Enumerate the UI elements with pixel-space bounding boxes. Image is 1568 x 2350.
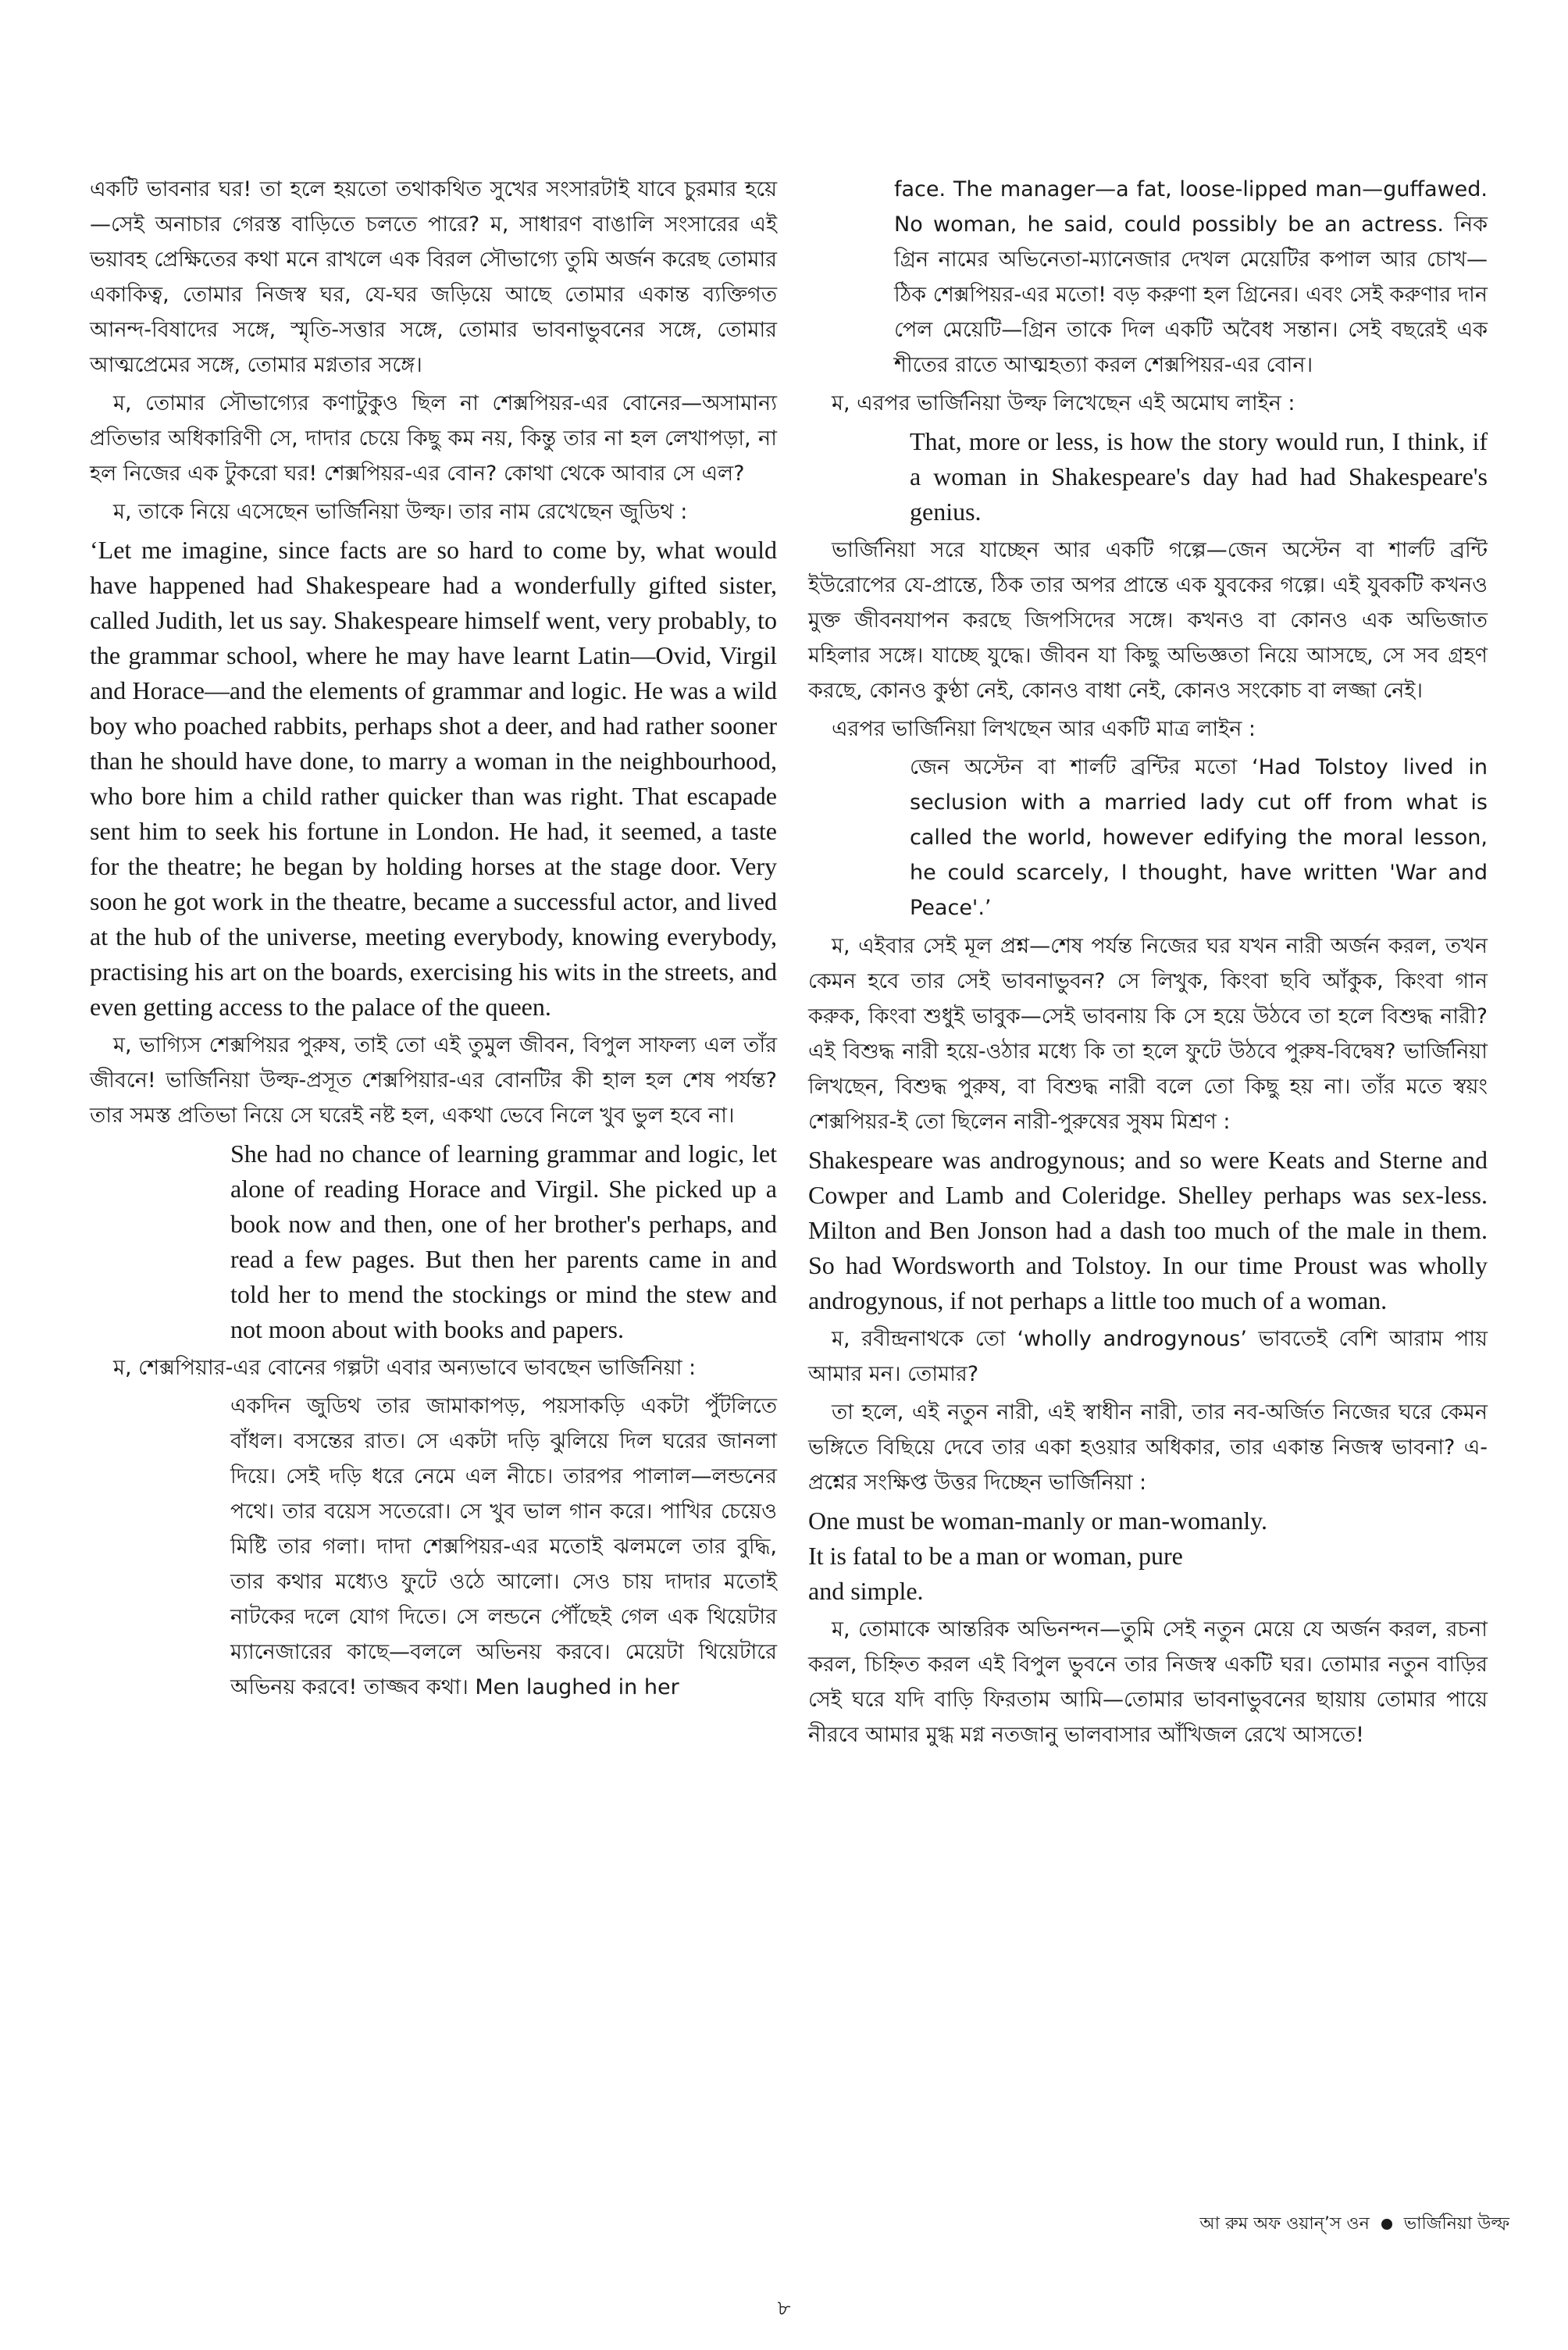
paragraph: ম, এইবার সেই মূল প্রশ্ন—শেষ পর্যন্ত নিজের ঘর যখন নারী অর্জন করল, তখন কেমন হবে তার সেই ভাবনাভুবন? সে লিখুক, কিংবা ছবি আঁকুক, কিংবা গান করুক, কিংবা শুধুই ভাবুক—সেই ভাবনায় কি সে হয়ে উঠবে তা হলে বিশুদ্ধ নারী? এই বিশুদ্ধ নারী হয়ে-ওঠার মধ্যে কি তা হলে ফুটে উঠবে পুরুষ-বিদ্বেষ? ভার্জিনিয়া লিখছেন, বিশুদ্ধ পুরুষ, বা বিশুদ্ধ নারী বলে তো কিছু হয় না। তাঁর মতে স্বয়ং শেক্সপিয়র-ই তো ছিলেন নারী-পুরুষের সুষম মিশ্রণ :	[808, 934, 1488, 1134]
paragraph: ম, তাকে নিয়ে এসেছেন ভার্জিনিয়া উল্ফ। তার নাম রেখেছেন জুডিথ :	[113, 500, 688, 524]
right-column	[808, 172, 1488, 1756]
quotation-block: একদিন জুডিথ তার জামাকাপড়, পয়সাকড়ি একটা পুঁটলিতে বাঁধল। বসন্তের রাত। সে একটা দড়ি ঝুলিয়ে দিল ঘরের জানলা দিয়ে। সেই দড়ি ধরে নেমে এল নীচে। তারপর পালাল—লন্ডনের পথে। তার বয়েস সতেরো। সে খুব ভাল গান করে। পাখির চেয়েও মিষ্টি তার গলা। দাদা শেক্সপিয়র-এর মতোই ঝলমলে তার বুদ্ধি, তার কথার মধ্যেও ফুটে ওঠে আলো। সেও চায় দাদার মতোই নাটকের দলে যোগ দিতে। সে লন্ডনে পৌঁছেই গেল এক থিয়েটার ম্যানেজারের কাছে—বললে অভিনয় করবে। মেয়েটা থিয়েটারে অভিনয় করবে! তাজ্জব কথা। Men laughed in her	[230, 1394, 777, 1699]
quotation-block: জেন অস্টেন বা শার্লট ব্রন্টির মতো ‘Had Tolstoy lived in seclusion with a married lady cut off from what is called the world, however edifying the moral lesson, he could scarcely, I thought, have written 'War and Peace'.’	[910, 755, 1488, 920]
paragraph: ম, এরপর ভার্জিনিয়া উল্ফ লিখেছেন এই অমোঘ লাইন :	[832, 391, 1295, 415]
running-footer	[1199, 2210, 1509, 2239]
quotation-block: That, more or less, is how the story would run, I think, if a woman in Shakespeare's day had had Shakespeare's genius.	[910, 427, 1488, 526]
paragraph: ম, তোমার সৌভাগ্যের কণাটুকুও ছিল না শেক্সপিয়র-এর বোনের—অসামান্য প্রতিভার অধিকারিণী সে, দাদার চেয়ে কিছু কম নয়, কিন্তু তার না হল লেখাপড়া, না হল নিজের এক টুকরো ঘর! শেক্সপিয়র-এর বোন? কোথা থেকে আবার সে এল?	[90, 391, 777, 486]
paragraph: তা হলে, এই নতুন নারী, এই স্বাধীন নারী, তার নব-অর্জিত নিজের ঘরে কেমন ভঙ্গিতে বিছিয়ে দেবে তার একা হওয়ার অধিকার, তার একান্ত নিজস্ব ভাবনা? এ-প্রশ্নের সংক্ষিপ্ত উত্তর দিচ্ছেন ভার্জিনিয়া :	[808, 1400, 1488, 1495]
quotation-line: One must be woman-manly or man-womanly.	[808, 1507, 1268, 1535]
page-number: ৮	[777, 2297, 791, 2320]
quotation-block: Shakespeare was androgynous; and so were Keats and Sterne and Cowper and Lamb and Coleridge. Shelley perhaps was sex-less. Milton and Ben Jonson had a dash too much of the male in them. So had Wordsworth and Tolstoy. In our time Proust was wholly androgynous, if not perhaps a little too much of a woman.	[808, 1146, 1488, 1314]
paragraph: ভার্জিনিয়া সরে যাচ্ছেন আর একটি গল্পে—জেন অস্টেন বা শার্লট ব্রন্টি ইউরোপের যে-প্রান্তে, ঠিক তার অপর প্রান্তে এক যুবকের গল্পে। এই যুবকটি কখনও মুক্ত জীবনযাপন করছে জিপসিদের সঙ্গে। কখনও বা কোনও এক অভিজাত মহিলার সঙ্গে। যাচ্ছে যুদ্ধে। জীবন যা কিছু অভিজ্ঞতা নিয়ে আসছে, সে সব গ্রহণ করছে, কোনও কুণ্ঠা নেই, কোনও বাধা নেই, কোনও সংকোচ বা লজ্জা নেই।	[808, 538, 1488, 703]
quotation-block: ‘Let me imagine, since facts are so hard to come by, what would have happened had Shakespeare had a wonderfully gifted sister, called Judith, let us say. Shakespeare himself went, very probably, to the grammar school, where he may have learnt Latin—Ovid, Virgil and Horace—and the elements of grammar and logic. He was a wild boy who poached rabbits, perhaps shot a deer, and had rather sooner than he should have done, to marry a woman in the neighbourhood, who bore him a child rather quicker than was right. That escapade sent him to seek his fortune in London. He had, it seemed, a taste for the theatre; he began by holding horses at the stage door. Very soon he got work in the theatre, became a successful actor, and lived at the hub of the universe, meeting everybody, knowing everybody, practising his art on the boards, exercising his wits in the streets, and even getting access to the palace of the queen.	[90, 536, 777, 1021]
author-name: ভার্জিনিয়া উল্ফ	[1403, 2214, 1509, 2234]
paragraph: ম, ভাগ্যিস শেক্সপিয়র পুরুষ, তাই তো এই তুমুল জীবন, বিপুল সাফল্য এল তাঁর জীবনে! ভার্জিনিয়া উল্ফ-প্রসূত শেক্সপিয়ার-এর বোনটির কী হাল হল শেষ পর্যন্ত? তার সমস্ত প্রতিভা নিয়ে সে ঘরেই নষ্ট হল, একথা ভেবে নিলে খুব ভুল হবে না।	[90, 1033, 777, 1128]
paragraph: ম, শেক্সপিয়ার-এর বোনের গল্পটা এবার অন্যভাবে ভাবছেন ভার্জিনিয়া :	[113, 1356, 697, 1380]
left-column	[90, 172, 777, 1708]
quotation-block: face. The manager—a fat, loose-lipped man—guffawed. No woman, he said, could possibly be an actress. নিক গ্রিন নামের অভিনেতা-ম্যানেজার দেখল মেয়েটির কপাল আর চোখ—ঠিক শেক্সপিয়র-এর মতো! বড় করুণা হল গ্রিনের। এবং সেই করুণার দান পেল মেয়েটি—গ্রিন তাকে দিল একটি অবৈধ সন্তান। সেই বছরেই এক শীতের রাতে আত্মহত্যা করল শেক্সপিয়র-এর বোন।	[894, 177, 1488, 377]
paragraph: একটি ভাবনার ঘর! তা হলে হয়তো তথাকথিত সুখের সংসারটাই যাবে চুরমার হয়ে—সেই অনাচার গেরস্ত বাড়িতে চলতে পারে? ম, সাধারণ বাঙালি সংসারের এই ভয়াবহ প্রেক্ষিতের কথা মনে রাখলে এক বিরল সৌভাগ্যে তুমি অর্জন করেছ তোমার একাকিত্ব, তোমার নিজস্ব ঘর, যে-ঘর জড়িয়ে আছে তোমার একান্ত ব্যক্তিগত আনন্দ-বিষাদের সঙ্গে, স্মৃতি-সত্তার সঙ্গে, তোমার ভাবনাভুবনের সঙ্গে, তোমার আত্মপ্রেমের সঙ্গে, তোমার মগ্নতার সঙ্গে।	[90, 177, 777, 377]
paragraph: ম, রবীন্দ্রনাথকে তো ‘wholly androgynous’ ভাবতেই বেশি আরাম পায় আমার মন। তোমার?	[808, 1327, 1488, 1386]
quotation-line: and simple.	[808, 1577, 924, 1605]
book-title: আ রুম অফ ওয়ান্‌’স ওন	[1199, 2214, 1370, 2234]
bullet-icon	[1381, 2219, 1392, 2230]
quotation-block: She had no chance of learning grammar and logic, let alone of reading Horace and Virgil. She picked up a book now and then, one of her brother's perhaps, and read a few pages. But then her parents came in and told her to mend the stockings or mind the stew and not moon about with books and papers.	[230, 1139, 777, 1343]
quotation-line: It is fatal to be a man or woman, pure	[808, 1542, 1183, 1570]
paragraph: এরপর ভার্জিনিয়া লিখছেন আর একটি মাত্র লাইন :	[832, 717, 1256, 741]
paragraph: ম, তোমাকে আন্তরিক অভিনন্দন—তুমি সেই নতুন মেয়ে যে অর্জন করল, রচনা করল, চিহ্নিত করল এই বিপুল ভুবনে তার নিজস্ব একটি ঘর। তোমার নতুন বাড়ির সেই ঘরে যদি বাড়ি ফিরতাম আমি—তোমার ভাবনাভুবনের ছায়ায় তোমার পায়ে নীরবে আমার মুগ্ধ মগ্ন নতজানু ভালবাসার আঁখিজল রেখে আসতে!	[808, 1617, 1488, 1747]
